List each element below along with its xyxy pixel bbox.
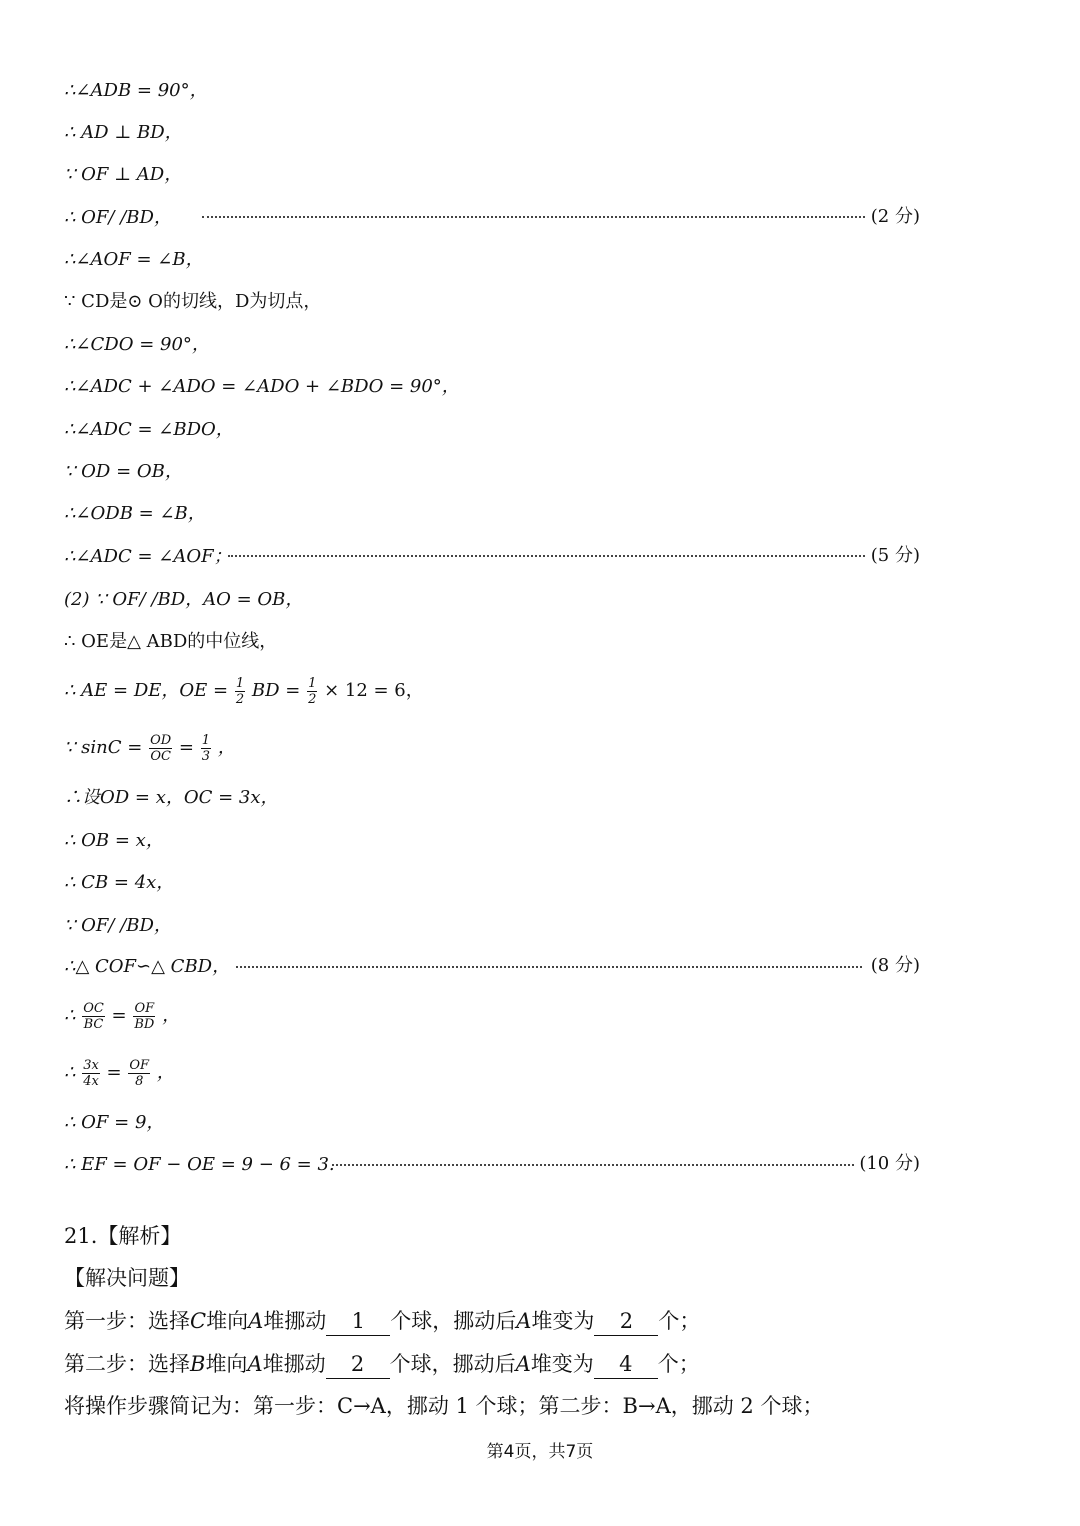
proof-line: ∴∠AOF = ∠B， <box>64 249 204 270</box>
answer-blank: 4 <box>594 1350 658 1379</box>
proof-line: ∴∠ADB = 90°， <box>64 80 208 101</box>
leader-dots <box>202 216 865 218</box>
fraction: $\frac{OC}{BC}$ <box>83 1000 104 1032</box>
proof-line: ∴∠ODB = ∠B， <box>64 503 206 524</box>
proof-line: ∴ OE是△ ABD的中位线， <box>64 631 278 652</box>
points-marker: (2 分) <box>870 206 920 227</box>
answer-blank: 1 <box>326 1307 390 1336</box>
fraction: $\frac{1}{2}$ <box>308 675 317 707</box>
step-line: 第一步：选择C堆向A堆挪动 1 个球，挪动后A堆变为 2 个； <box>64 1307 700 1336</box>
question-title: 21.【解析】 <box>64 1224 182 1248</box>
proof-line: ∵ OF ⊥ AD， <box>64 164 183 185</box>
points-marker: (8 分) <box>870 955 920 976</box>
points-marker: (10 分) <box>859 1153 920 1174</box>
proof-line: ∴设OD = x，OC = 3x， <box>64 787 279 808</box>
answer-blank: 2 <box>594 1307 658 1336</box>
answer-blank: 2 <box>326 1350 390 1379</box>
step-line: 第二步：选择B堆向A堆挪动 2 个球，挪动后A堆变为 4 个； <box>64 1350 700 1379</box>
proof-line: ∴∠ADC = ∠AOF； <box>64 546 232 567</box>
proof-line-fraction: ∴ $\frac{3x}{4x}$ = $\frac{OF}{8}$ ， <box>64 1057 175 1089</box>
page-footer: 第4页，共7页 <box>486 1442 594 1462</box>
points-marker: (5 分) <box>870 545 920 566</box>
proof-line: ∴ AD ⊥ BD， <box>64 122 183 143</box>
leader-dots <box>228 555 865 557</box>
fraction: $\frac{OF}{BD}$ <box>134 1000 155 1032</box>
leader-dots <box>236 966 862 968</box>
fraction: $\frac{OD}{OC}$ <box>150 732 172 764</box>
proof-line: ∵ CD是⊙ O的切线，D为切点， <box>64 291 322 312</box>
fraction: $\frac{3x}{4x}$ <box>83 1057 99 1089</box>
proof-line: ∴ OB = x， <box>64 830 164 851</box>
proof-line: (2) ∵ OF/ /BD，AO = OB， <box>64 589 304 610</box>
proof-line: ∵ OD = OB， <box>64 461 183 482</box>
proof-line-fraction: ∴ $\frac{OC}{BC}$ = $\frac{OF}{BD}$ ， <box>64 1000 181 1032</box>
proof-line: ∴∠ADC + ∠ADO = ∠ADO + ∠BDO = 90°， <box>64 376 460 397</box>
fraction: $\frac{1}{2}$ <box>235 675 245 707</box>
proof-line-fraction: ∴ AE = DE，OE = $\frac{1}{2}$ BD = $\frac{1}{2}$ × 12 = 6， <box>64 675 424 707</box>
summary-line: 将操作步骤简记为：第一步：C→A，挪动 1 个球；第二步：B→A，挪动 2 个球； <box>64 1394 824 1418</box>
fraction: $\frac{OF}{8}$ <box>129 1057 150 1089</box>
proof-line-fraction: ∵ sinC = $\frac{OD}{OC}$ = $\frac{1}{3}$ ， <box>64 732 236 764</box>
leader-dots <box>332 1164 854 1166</box>
proof-line: ∴∠ADC = ∠BDO， <box>64 419 234 440</box>
proof-line: ∵ OF/ /BD， <box>64 915 172 936</box>
proof-line: ∴ OF/ /BD， <box>64 207 172 228</box>
proof-line: ∴△ COF∽△ CBD， <box>64 956 231 977</box>
proof-line: ∴ EF = OF − OE = 9 − 6 = 3. <box>64 1154 335 1175</box>
proof-line: ∴ CB = 4x， <box>64 872 175 893</box>
fraction: $\frac{1}{3}$ <box>201 732 211 764</box>
section-heading: 【解决问题】 <box>64 1266 190 1290</box>
proof-line: ∴∠CDO = 90°， <box>64 334 210 355</box>
proof-line: ∴ OF = 9， <box>64 1112 165 1133</box>
